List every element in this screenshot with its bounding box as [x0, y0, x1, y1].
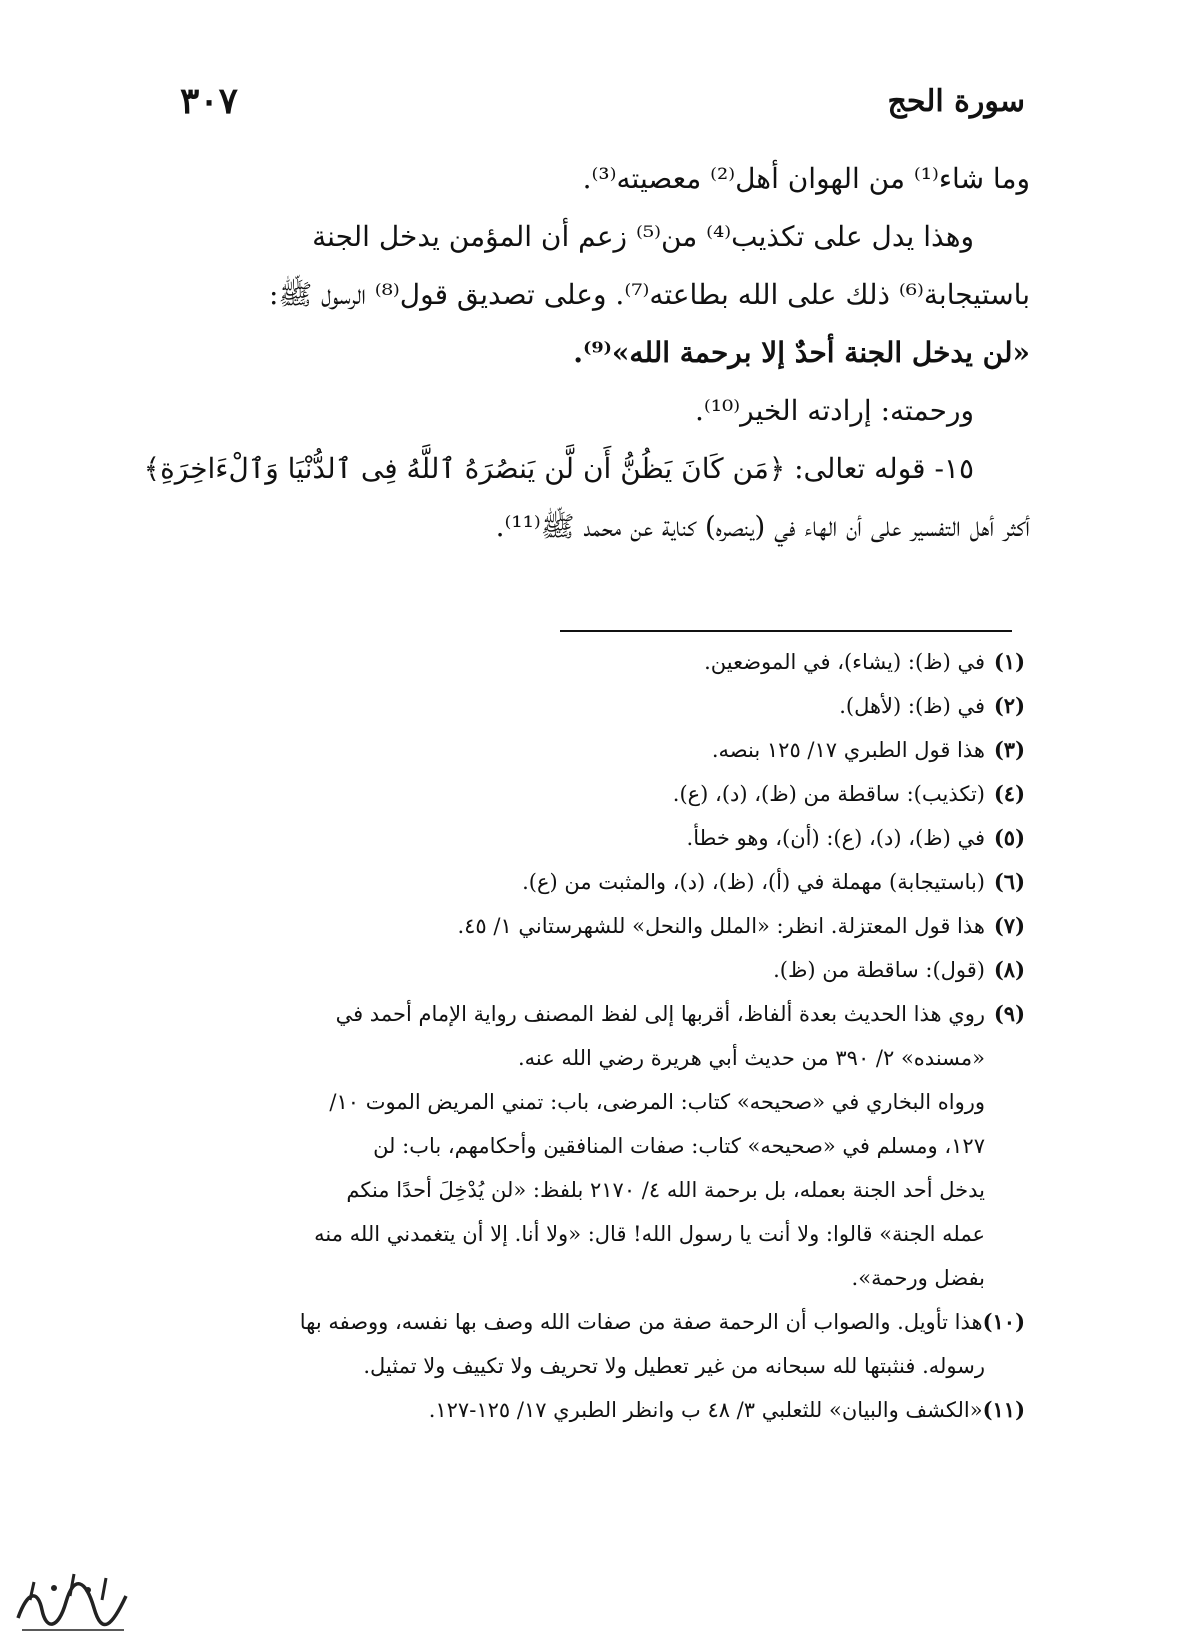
footnote-text: ١٢٧، ومسلم في «صحيحه» كتاب: صفات المنافقين وأحكامهم، باب: لن	[373, 1134, 985, 1158]
footnote-text: «الكشف والبيان» للثعلبي ٣/ ٤٨ ب وانظر الطبري ١٧/ ١٢٥-١٢٧.	[428, 1398, 983, 1422]
footnote-line	[128, 904, 1025, 948]
body-line: ورحمته: إرادته الخير⁽¹⁰⁾.	[695, 394, 974, 427]
footnote-text: «مسنده» ٢/ ٣٩٠ من حديث أبي هريرة رضي الله عنه.	[517, 1046, 985, 1070]
footnote-line	[128, 948, 1025, 992]
footnote-line	[128, 860, 1025, 904]
footnote-number: (٣)	[993, 737, 1025, 762]
footnote-number: (١١)	[982, 1397, 1025, 1422]
footnote-number: (٤)	[993, 781, 1025, 806]
footnotes	[128, 640, 1025, 1432]
footnote-line	[128, 1212, 1025, 1256]
footnote-number: (٨)	[993, 957, 1025, 982]
footnote-number: (١)	[993, 649, 1025, 674]
footnote-line	[128, 1036, 1025, 1080]
footnote-text: في (ظ): (لأهل).	[839, 694, 985, 718]
footnote-number: (٦)	[993, 869, 1025, 894]
body-line: وهذا يدل على تكذيب⁽⁴⁾ من⁽⁵⁾ زعم أن المؤمن يدخل الجنة	[312, 220, 974, 253]
body-line: «لن يدخل الجنة أحدٌ إلا برحمة الله»⁽⁹⁾.	[573, 336, 1030, 369]
footnote-text: ورواه البخاري في «صحيحه» كتاب: المرضى، باب: تمني المريض الموت ١٠/	[329, 1090, 985, 1114]
footnote-text: رسوله. فنثبتها لله سبحانه من غير تعطيل ولا تحريف ولا تكييف ولا تمثيل.	[363, 1354, 985, 1378]
footnote-line	[128, 1344, 1025, 1388]
main-text	[128, 150, 1030, 556]
footnote-text: يدخل أحد الجنة بعمله، بل برحمة الله ٤/ ٢١٧٠ بلفظ: «لن يُدْخِلَ أحدًا منكم	[346, 1178, 985, 1202]
footnote-line	[128, 728, 1025, 772]
body-line: ١٥- قوله تعالى: ﴿مَن كَانَ يَظُنُّ أَن لَّن يَنصُرَهُ ٱللَّهُ فِى ٱلدُّنْيَا وَٱلْءَاخِرَةِ﴾	[143, 452, 974, 485]
footnote-line	[128, 772, 1025, 816]
footnote-text: في (ظ): (يشاء)، في الموضعين.	[704, 650, 985, 674]
footnote-line	[128, 1256, 1025, 1300]
footnote-text: عمله الجنة» قالوا: ولا أنت يا رسول الله! قال: «ولا أنا. إلا أن يتغمدني الله منه	[314, 1222, 985, 1246]
body-line: باستيجابة⁽⁶⁾ ذلك على الله بطاعته⁽⁷⁾. وعلى تصديق قول⁽⁸⁾ الرسول ﷺ:	[269, 278, 1030, 311]
footnote-line	[128, 1388, 1025, 1432]
footnote-text: هذا قول المعتزلة. انظر: «الملل والنحل» للشهرستاني ١/ ٤٥.	[457, 914, 985, 938]
publisher-logo-mark	[8, 1560, 138, 1640]
page-header	[150, 80, 1025, 124]
footnote-text: روي هذا الحديث بعدة ألفاظ، أقربها إلى لفظ المصنف رواية الإمام أحمد في	[335, 1002, 985, 1026]
footnote-line	[128, 1080, 1025, 1124]
footnote-text: هذا تأويل. والصواب أن الرحمة صفة من صفات الله وصف بها نفسه، ووصفه بها	[299, 1310, 983, 1334]
footnote-line	[128, 684, 1025, 728]
body-line: أكثر أهل التفسير على أن الهاء في (ينصره) كناية عن محمد ﷺ⁽¹¹⁾.	[495, 510, 1030, 543]
footnote-text: في (ظ)، (د)، (ع): (أن)، وهو خطأ.	[686, 826, 985, 850]
footnote-line	[128, 816, 1025, 860]
page-number: ٣٠٧	[180, 80, 239, 122]
footnote-text: (قول): ساقطة من (ظ).	[773, 958, 985, 982]
footnote-text: بفضل ورحمة».	[851, 1266, 985, 1290]
footnote-text: (باستيجابة) مهملة في (أ)، (ظ)، (د)، والمثبت من (ع).	[522, 870, 985, 894]
footnote-line	[128, 640, 1025, 684]
footnote-text: هذا قول الطبري ١٧/ ١٢٥ بنصه.	[711, 738, 985, 762]
footnote-number: (٢)	[993, 693, 1025, 718]
footnote-text: (تكذيب): ساقطة من (ظ)، (د)، (ع).	[672, 782, 985, 806]
footnote-divider	[560, 630, 1012, 632]
surah-title: سورة الحج	[887, 84, 1025, 119]
footnote-line	[128, 1124, 1025, 1168]
footnote-line	[128, 992, 1025, 1036]
footnote-line	[128, 1300, 1025, 1344]
footnote-number: (٩)	[993, 1001, 1025, 1026]
footnote-number: (٥)	[993, 825, 1025, 850]
footnote-line	[128, 1168, 1025, 1212]
footnote-number: (١٠)	[982, 1309, 1025, 1334]
footnote-number: (٧)	[993, 913, 1025, 938]
body-line: وما شاء⁽¹⁾ من الهوان أهل⁽²⁾ معصيته⁽³⁾.	[582, 162, 1030, 195]
publisher-logo	[8, 1560, 138, 1640]
